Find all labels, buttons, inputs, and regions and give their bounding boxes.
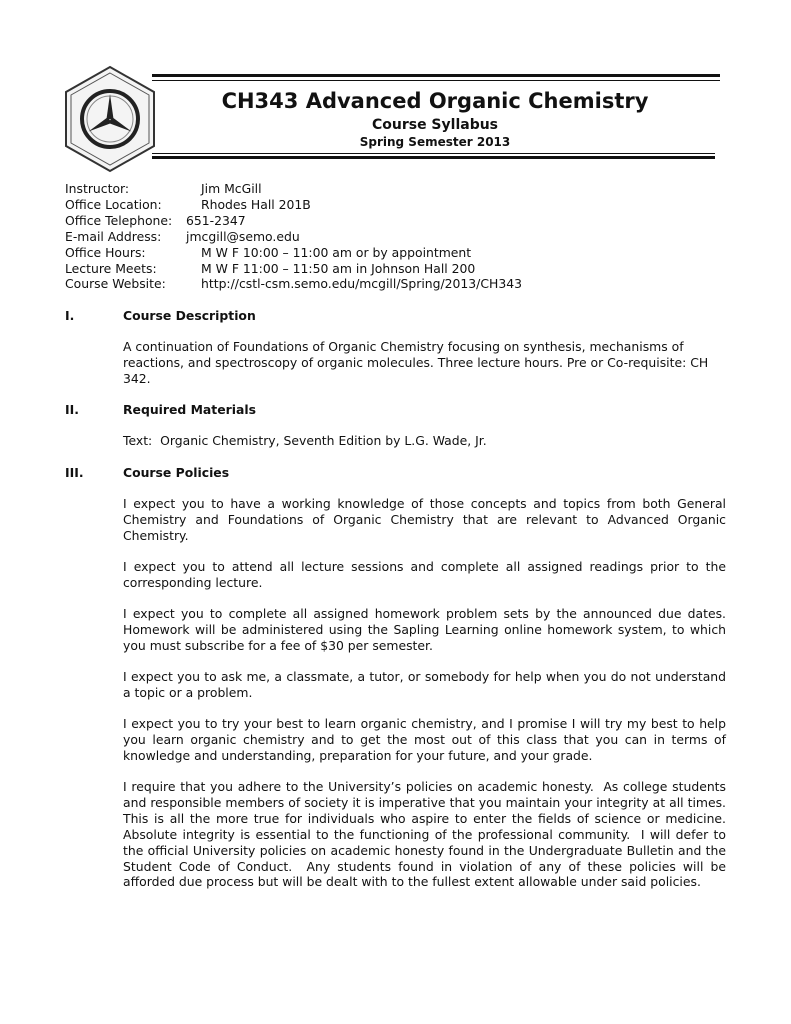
policy-paragraph: I expect you to have a working knowledge of those concepts and topics from both General Chemistry and Foundations of Organic Chemistry that are relevant to Advanced Organic Chemistry. — [123, 496, 726, 543]
header-bottom-rule-thick — [152, 156, 715, 159]
policy-paragraph: I expect you to attend all lecture sessions and complete all assigned readings prior to the corresponding lecture. — [123, 559, 726, 590]
course-info-block — [65, 181, 522, 292]
policy-paragraph: I expect you to ask me, a classmate, a tutor, or somebody for help when you do not understand a topic or a problem. — [123, 669, 726, 700]
section-heading-required-materials — [65, 402, 256, 417]
info-value: 651-2347 — [186, 212, 246, 228]
info-value: Rhodes Hall 201B — [201, 196, 311, 212]
section-heading-course-description — [65, 308, 256, 323]
section-title: Course Description — [123, 308, 256, 323]
course-title: CH343 Advanced Organic Chemistry — [221, 89, 649, 113]
email-address[interactable]: jmcgill@semo.edu — [186, 228, 300, 244]
info-row-office-telephone — [65, 213, 522, 229]
info-row-office-hours — [65, 245, 522, 261]
department-logo — [62, 64, 158, 174]
info-label: Office Hours: — [65, 244, 146, 260]
info-label: E-mail Address: — [65, 228, 162, 244]
info-label: Instructor: — [65, 181, 130, 196]
section-number: III. — [65, 465, 84, 480]
policy-paragraph: I expect you to complete all assigned homework problem sets by the announced due dates. Homework will be administered using the Sapling Learning online homework system, to which you must subscribe for a fee of $30 per semester. — [123, 606, 726, 653]
section-number: II. — [65, 402, 79, 417]
info-row-lecture-meets — [65, 261, 522, 277]
header-top-rule-thick — [152, 74, 720, 77]
header-top-rule-thin — [152, 80, 720, 81]
syllabus-subtitle: Course Syllabus — [371, 117, 499, 133]
section-title: Course Policies — [123, 465, 230, 480]
section-number: I. — [65, 308, 75, 323]
section-heading-course-policies — [65, 465, 229, 480]
course-description-text: A continuation of Foundations of Organic Chemistry focusing on synthesis, mechanisms of reactions, and spectroscopy of organic molecules. Three lecture hours. Pre or Co-requisite: CH 342. — [123, 339, 709, 386]
info-row-email — [65, 229, 522, 245]
info-row-course-website — [65, 276, 522, 292]
info-value: M W F 10:00 – 11:00 am or by appointment — [201, 244, 472, 260]
info-label: Lecture Meets: — [65, 260, 157, 276]
info-value: Jim McGill — [201, 181, 262, 196]
policy-paragraph: I expect you to try your best to learn organic chemistry, and I promise I will try my best to help you learn organic chemistry and to get the most out of this class that you can in terms of knowledge and understanding, preparation for your future, and your grade. — [123, 716, 726, 763]
section-title: Required Materials — [123, 402, 256, 417]
info-row-office-location — [65, 197, 522, 213]
course-website-link[interactable]: http://cstl-csm.semo.edu/mcgill/Spring/2013/CH343 — [201, 276, 522, 292]
info-value: M W F 11:00 – 11:50 am in Johnson Hall 200 — [201, 260, 476, 276]
header-bottom-rule-thin — [152, 153, 715, 154]
semester-label: Spring Semester 2013 — [359, 135, 511, 149]
policy-paragraph-academic-honesty: I require that you adhere to the University’s policies on academic honesty. As college students and responsible members of society it is imperative that you maintain your integrity at all times. This is all the more true for individuals who aspire to enter the fields of science or medicine. Absolute integrity is essential to the functioning of the professional community. I will defer to the official University policies on academic honesty found in the Undergraduate Bulletin and the Student Code of Conduct. Any students found in violation of any of these policies will be afforded due process but will be dealt with to the fullest extent allowable under said policies. — [123, 779, 734, 890]
info-label: Office Location: — [65, 196, 162, 212]
info-label: Course Website: — [65, 276, 166, 292]
required-materials-text: Text: Organic Chemistry, Seventh Edition by L.G. Wade, Jr. — [123, 433, 487, 448]
info-row-instructor — [65, 181, 522, 197]
info-label: Office Telephone: — [65, 212, 173, 228]
